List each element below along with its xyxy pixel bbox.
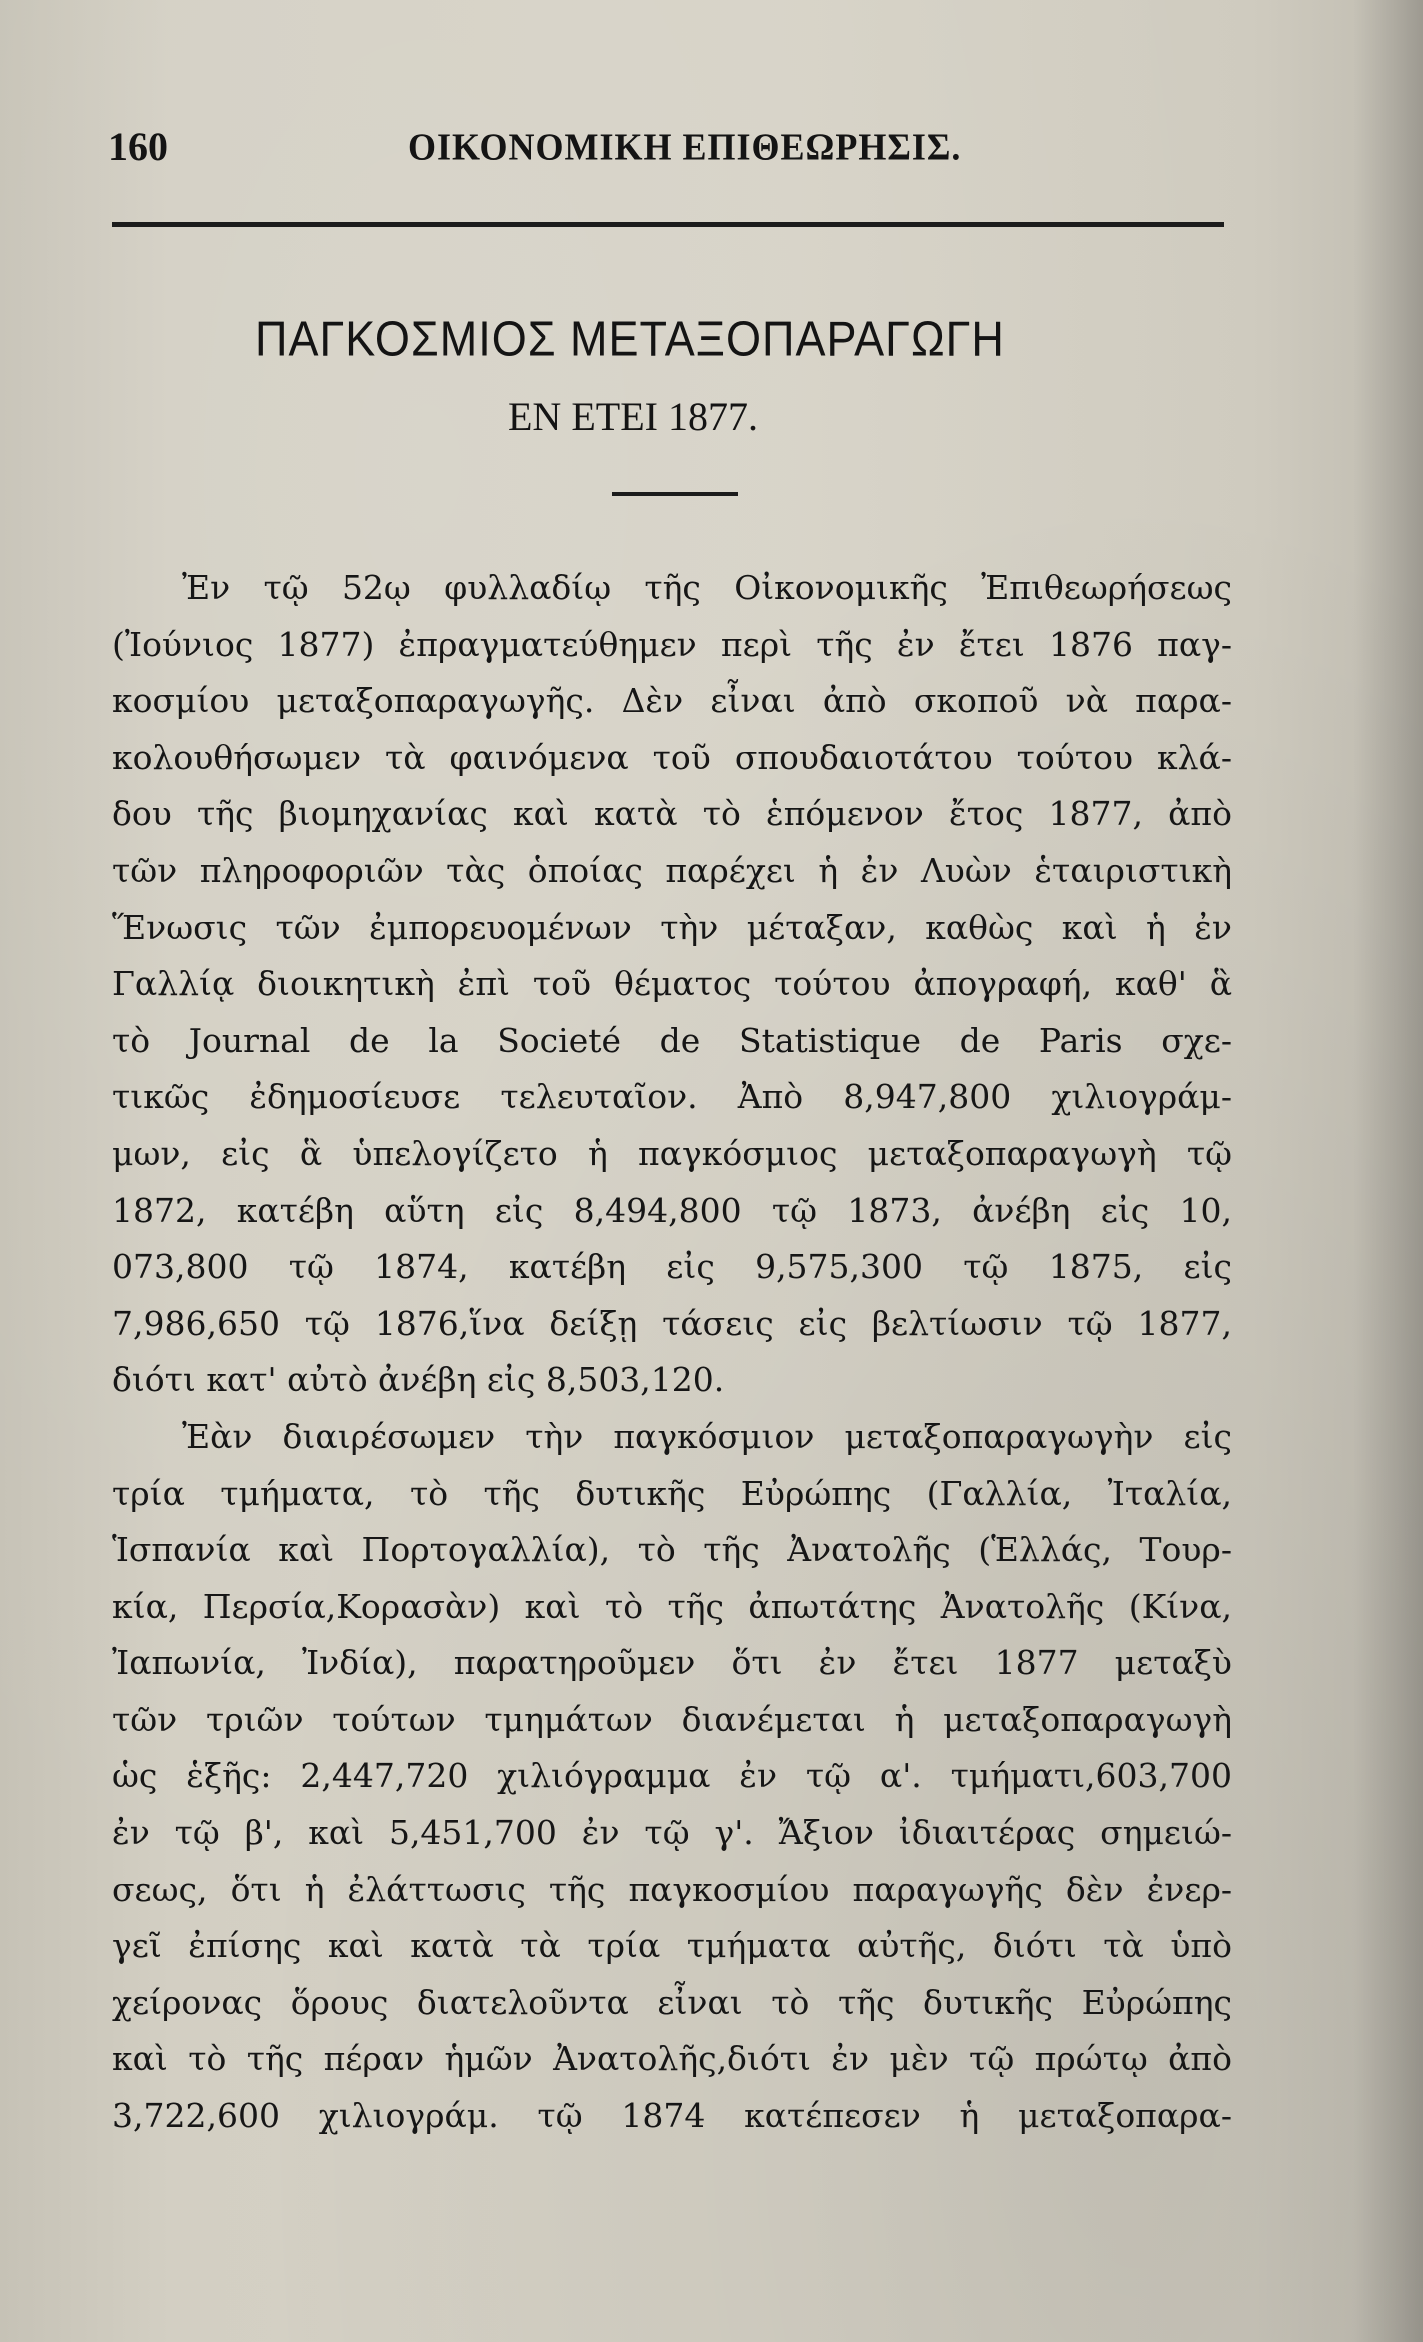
text-line: γεῖ ἐπίσης καὶ κατὰ τὰ τρία τμήματα αὐτῆς, διότι τὰ ὑπὸ: [112, 1926, 1232, 1966]
text-line: 1872, κατέβη αὕτη εἰς 8,494,800 τῷ 1873, ἀνέβη εἰς 10,: [112, 1190, 1232, 1230]
running-title: ΟΙΚΟΝΟΜΙΚΗ ΕΠΙΘΕΩΡΗΣΙΣ.: [408, 126, 962, 168]
text-line: κία, Περσία,Κορασὰν) καὶ τὸ τῆς ἀπωτάτης Ἀνατολῆς (Κίνα,: [112, 1586, 1232, 1626]
text-line: Ἐν τῷ 52ῳ φυλλαδίῳ τῆς Οἰκονομικῆς Ἐπιθεωρήσεως: [182, 568, 1232, 607]
text-line: διότι κατ' αὐτὸ ἀνέβη εἰς 8,503,120.: [112, 1360, 725, 1400]
text-line: Ἐὰν διαιρέσωμεν τὴν παγκόσμιον μεταξοπαραγωγὴν εἰς: [182, 1416, 1232, 1456]
article-body: [112, 560, 1232, 2145]
title-rule: [612, 492, 738, 496]
page-edge-shadow: [1353, 0, 1423, 2342]
text-line: τρία τμήματα, τὸ τῆς δυτικῆς Εὐρώπης (Γαλλία, Ἰταλία,: [112, 1473, 1232, 1513]
article-subtitle: ΕΝ ΕΤΕΙ 1877.: [508, 394, 758, 439]
text-line: Ἕνωσις τῶν ἐμπορευομένων τὴν μέταξαν, καθὼς καὶ ἡ ἐν: [112, 907, 1232, 947]
article-title: ΠΑΓΚΟΣΜΙΟΣ ΜΕΤΑΞΟΠΑΡΑΓΩΓΗ: [255, 310, 1005, 367]
text-line: 3,722,600 χιλιογράμ. τῷ 1874 κατέπεσεν ἡ μεταξοπαρα-: [112, 2096, 1232, 2136]
text-line: μων, εἰς ἃ ὑπελογίζετο ἡ παγκόσμιος μεταξοπαραγωγὴ τῷ: [112, 1133, 1232, 1173]
text-line: (Ἰούνιος 1877) ἐπραγματεύθημεν περὶ τῆς ἐν ἔτει 1876 παγ-: [112, 624, 1232, 664]
text-line: χείρονας ὅρους διατελοῦντα εἶναι τὸ τῆς δυτικῆς Εὐρώπης: [112, 1982, 1232, 2022]
text-line: τὸ Journal de la Societé de Statistique de Paris σχε-: [112, 1020, 1232, 1060]
text-line: ὡς ἑξῆς: 2,447,720 χιλιόγραμμα ἐν τῷ α'. τμήματι,603,700: [112, 1756, 1232, 1796]
text-line: δου τῆς βιομηχανίας καὶ κατὰ τὸ ἑπόμενον ἔτος 1877, ἀπὸ: [112, 794, 1232, 834]
text-line: σεως, ὅτι ἡ ἐλάττωσις τῆς παγκοσμίου παραγωγῆς δὲν ἐνερ-: [112, 1869, 1232, 1909]
running-header: [108, 122, 1248, 172]
text-line: Ἰαπωνία, Ἰνδία), παρατηροῦμεν ὅτι ἐν ἔτει 1877 μεταξὺ: [112, 1643, 1232, 1683]
page-number: 160: [108, 124, 168, 169]
text-line: 073,800 τῷ 1874, κατέβη εἰς 9,575,300 τῷ 1875, εἰς: [112, 1247, 1232, 1287]
text-line: Ἱσπανία καὶ Πορτογαλλία), τὸ τῆς Ἀνατολῆς (Ἑλλάς, Τουρ-: [112, 1530, 1232, 1570]
text-line: κοσμίου μεταξοπαραγωγῆς. Δὲν εἶναι ἀπὸ σκοποῦ νὰ παρα-: [112, 681, 1232, 721]
header-rule: [112, 222, 1224, 227]
text-line: ἐν τῷ β', καὶ 5,451,700 ἐν τῷ γ'. Ἄξιον ἰδιαιτέρας σημειώ-: [112, 1813, 1232, 1853]
text-line: κολουθήσωμεν τὰ φαινόμενα τοῦ σπουδαιοτάτου τούτου κλά-: [112, 737, 1232, 777]
text-line: τῶν τριῶν τούτων τμημάτων διανέμεται ἡ μεταξοπαραγωγὴ: [112, 1699, 1232, 1739]
text-line: 7,986,650 τῷ 1876,ἵνα δείξῃ τάσεις εἰς βελτίωσιν τῷ 1877,: [112, 1303, 1232, 1343]
text-line: Γαλλίᾳ διοικητικὴ ἐπὶ τοῦ θέματος τούτου ἀπογραφή, καθ' ἃ: [112, 964, 1232, 1004]
text-line: καὶ τὸ τῆς πέραν ἡμῶν Ἀνατολῆς,διότι ἐν μὲν τῷ πρώτῳ ἀπὸ: [112, 2039, 1232, 2079]
text-line: τῶν πληροφοριῶν τὰς ὁποίας παρέχει ἡ ἐν Λυὼν ἑταιριστικὴ: [112, 850, 1232, 890]
text-line: τικῶς ἐδημοσίευσε τελευταῖον. Ἀπὸ 8,947,800 χιλιογράμ-: [112, 1077, 1232, 1117]
